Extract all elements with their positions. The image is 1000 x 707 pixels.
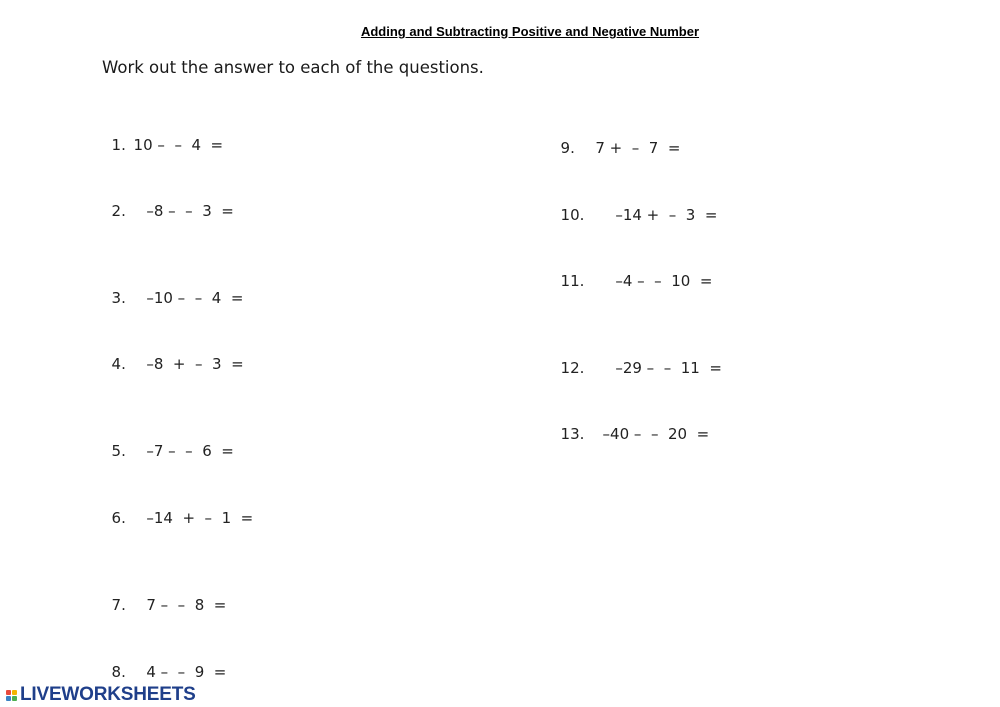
question-number: 9. xyxy=(560,139,575,157)
logo-square xyxy=(6,690,11,695)
question-10 xyxy=(551,188,717,224)
liveworksheets-logo xyxy=(6,684,196,706)
question-expression: –8 + – 3 = xyxy=(141,355,244,373)
question-expression: 4 – – 9 = xyxy=(141,663,227,681)
question-expression: –29 – – 11 = xyxy=(610,359,722,377)
logo-grid-icon xyxy=(6,690,17,701)
question-4 xyxy=(102,337,244,373)
question-expression: –4 – – 10 = xyxy=(610,272,713,290)
logo-square xyxy=(12,690,17,695)
question-expression: –8 – – 3 = xyxy=(141,202,234,220)
question-expression: 7 + – 7 = xyxy=(590,139,681,157)
question-3 xyxy=(102,271,243,307)
logo-square xyxy=(6,696,11,701)
question-6 xyxy=(102,491,253,527)
question-number: 6. xyxy=(111,509,126,527)
question-12 xyxy=(551,341,722,377)
question-number: 1. xyxy=(111,136,126,154)
question-number: 10. xyxy=(560,206,585,224)
question-number: 12. xyxy=(560,359,585,377)
question-13 xyxy=(551,407,709,443)
question-expression: 7 – – 8 = xyxy=(141,596,227,614)
question-number: 2. xyxy=(111,202,126,220)
question-expression: –40 – – 20 = xyxy=(602,425,710,443)
question-1 xyxy=(102,118,223,154)
question-number: 8. xyxy=(111,663,126,681)
question-7 xyxy=(102,578,226,614)
question-number: 7. xyxy=(111,596,126,614)
question-number: 13. xyxy=(560,425,585,443)
worksheet-title: Adding and Subtracting Positive and Negative Number xyxy=(360,24,700,39)
question-11 xyxy=(551,254,712,290)
question-2 xyxy=(102,184,234,220)
question-expression: –10 – – 4 = xyxy=(141,289,244,307)
question-number: 3. xyxy=(111,289,126,307)
question-expression: –14 + – 1 = xyxy=(141,509,254,527)
logo-text: LIVEWORKSHEETS xyxy=(20,684,196,705)
question-5 xyxy=(102,424,234,460)
instructions-text: Work out the answer to each of the questions. xyxy=(102,58,484,77)
question-number: 4. xyxy=(111,355,126,373)
question-8 xyxy=(102,645,226,681)
logo-square xyxy=(12,696,17,701)
question-expression: –14 + – 3 = xyxy=(610,206,718,224)
question-9 xyxy=(551,121,680,157)
question-expression: –7 – – 6 = xyxy=(141,442,234,460)
question-number: 11. xyxy=(560,272,585,290)
question-number: 5. xyxy=(111,442,126,460)
question-expression: 10 – – 4 = xyxy=(133,136,224,154)
